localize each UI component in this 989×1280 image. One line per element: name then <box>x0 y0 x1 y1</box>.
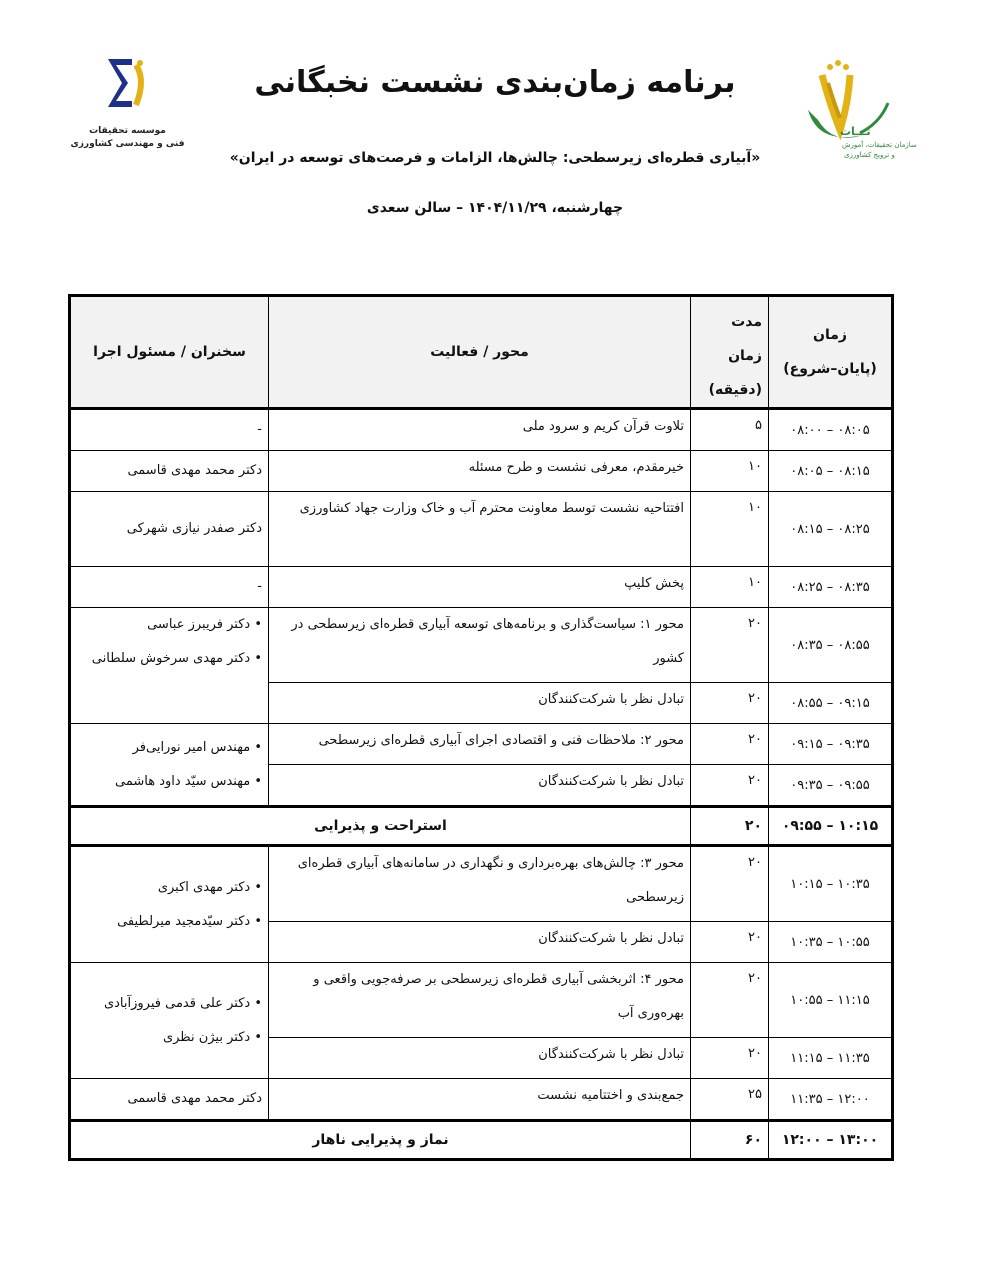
schedule-table <box>68 294 894 1161</box>
header-activity: محور / فعالیت <box>269 296 691 409</box>
institute-caption-1: موسسه تحقیقات <box>89 126 166 136</box>
speaker-group-2: • مهندس امیر نورایی‌فر • مهندس سیّد داود هاشمی <box>70 724 269 807</box>
tat-logo-caption-1: سازمان تحقیقات، آموزش <box>842 141 917 149</box>
header-duration: مدت زمان (دقیقه) <box>691 296 769 409</box>
table-row: ۱۰:۳۵ – ۱۰:۱۵ ۲۰ محور ۳: چالش‌های بهره‌برداری و نگهداری در سامانه‌های آبیاری قطره‌ای زیرسطحی • دکتر مهدی اکبری • دکتر سیّدمجید میرلطیفی <box>70 846 893 922</box>
table-header-row <box>70 296 893 409</box>
page-title: برنامه زمان‌بندی نشست نخبگانی <box>254 65 736 100</box>
session-date: چهارشنبه، ۱۴۰۴/۱۱/۲۹ – سالن سعدی <box>366 200 624 216</box>
table-row: ۱۲:۰۰ – ۱۱:۳۵ ۲۵ جمع‌بندی و اختتامیه نشست دکتر محمد مهدی قاسمی <box>70 1079 893 1121</box>
lunch-row: ۱۳:۰۰ – ۱۲:۰۰ ۶۰ نماز و پذیرایی ناهار <box>70 1121 893 1160</box>
tat-logo <box>800 55 917 165</box>
speaker-group-1: • دکتر فریبرز عباسی • دکتر مهدی سرخوش سلطانی <box>70 608 269 724</box>
table-row: ۱۱:۱۵ – ۱۰:۵۵ ۲۰ محور ۴: اثربخشی آبیاری قطره‌ای زیرسطحی بر صرفه‌جویی واقعی و بهره‌وری آب • دکتر علی قدمی فیروزآبادی • دکتر بیژن نظری <box>70 963 893 1038</box>
speaker-group-3: • دکتر مهدی اکبری • دکتر سیّدمجید میرلطیفی <box>70 846 269 963</box>
table-row: ۰۹:۱۵ – ۰۸:۵۵ ۲۰ تبادل نظر با شرکت‌کنندگان <box>70 683 893 724</box>
table-row: ۰۸:۰۵ – ۰۸:۰۰ ۵ تلاوت قرآن کریم و سرود ملی - <box>70 409 893 451</box>
institute-caption-2: فنی و مهندسی کشاورزی <box>70 139 185 149</box>
header-time: زمان (پایان–شروع) <box>769 296 893 409</box>
table-row: ۰۸:۳۵ – ۰۸:۲۵ ۱۰ پخش کلیپ - <box>70 567 893 608</box>
institute-logo <box>70 55 185 155</box>
table-row: ۰۸:۱۵ – ۰۸:۰۵ ۱۰ خیرمقدم، معرفی نشست و طرح مسئله دکتر محمد مهدی قاسمی <box>70 451 893 492</box>
sigma-logo-icon <box>70 55 185 121</box>
header-speaker: سخنران / مسئول اجرا <box>70 296 269 409</box>
tat-logo-caption-2: و ترویج کشاورزی <box>844 151 895 159</box>
page-subtitle: «آبیاری قطره‌ای زیرسطحی: چالش‌ها، الزامات و فرصت‌های توسعه در ایران» <box>229 150 761 166</box>
table-row: ۰۸:۵۵ – ۰۸:۳۵ ۲۰ محور ۱: سیاست‌گذاری و برنامه‌های توسعه آبیاری قطره‌ای زیرسطحی در کشور • دکتر فریبرز عباسی • دکتر مهدی سرخوش سلطانی <box>70 608 893 683</box>
table-row: ۰۸:۲۵ – ۰۸:۱۵ ۱۰ افتتاحیه نشست توسط معاونت محترم آب و خاک وزارت جهاد کشاورزی دکتر صفدر نیازی شهرکی <box>70 492 893 567</box>
table-row: ۰۹:۵۵ – ۰۹:۳۵ ۲۰ تبادل نظر با شرکت‌کنندگان <box>70 765 893 807</box>
break-row: ۱۰:۱۵ – ۰۹:۵۵ ۲۰ استراحت و پذیرایی <box>70 807 893 846</box>
speaker-group-4: • دکتر علی قدمی فیروزآبادی • دکتر بیژن نظری <box>70 963 269 1079</box>
table-row: ۱۱:۳۵ – ۱۱:۱۵ ۲۰ تبادل نظر با شرکت‌کنندگان <box>70 1038 893 1079</box>
tat-logo-text: تـــات <box>840 125 871 138</box>
table-row: ۰۹:۳۵ – ۰۹:۱۵ ۲۰ محور ۲: ملاحظات فنی و اقتصادی اجرای آبیاری قطره‌ای زیرسطحی • مهندس امیر نورایی‌فر • مهندس سیّد داود هاشمی <box>70 724 893 765</box>
table-row: ۱۰:۵۵ – ۱۰:۳۵ ۲۰ تبادل نظر با شرکت‌کنندگان <box>70 922 893 963</box>
